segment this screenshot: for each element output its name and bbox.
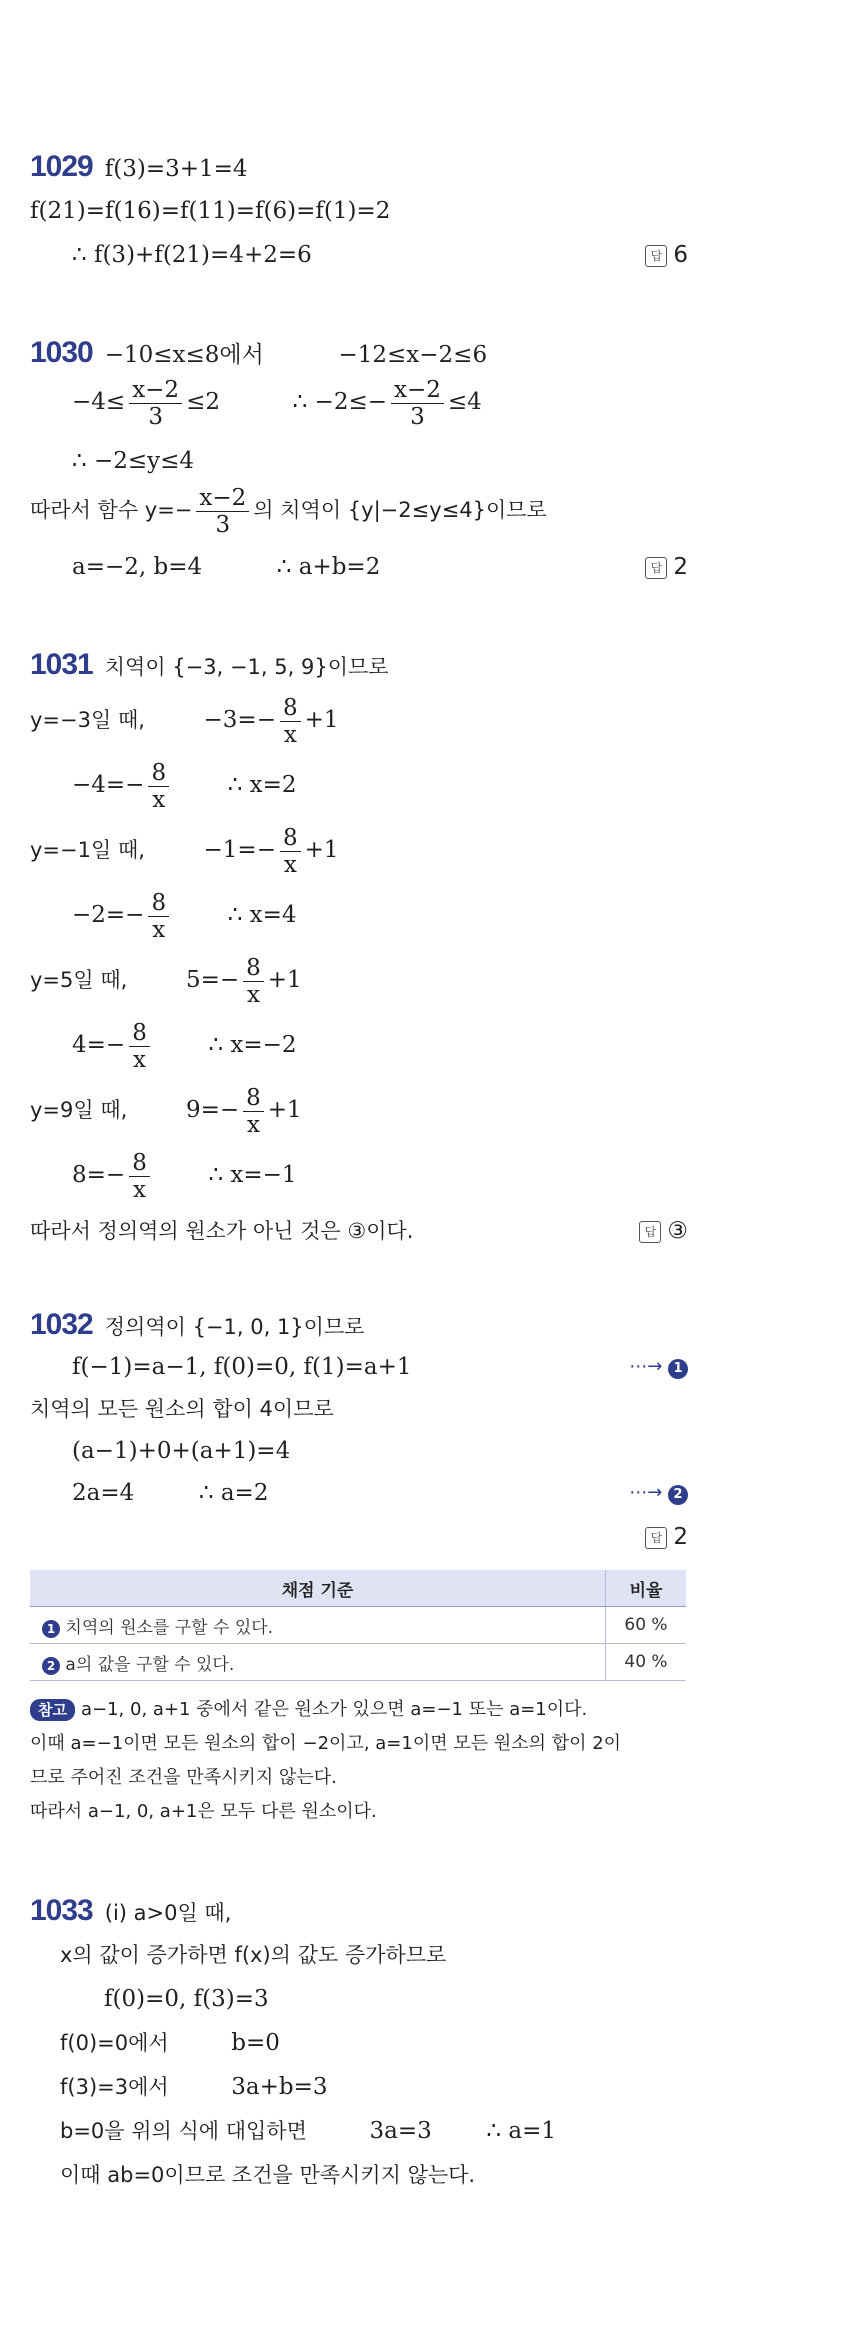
problem-number: 1030 bbox=[30, 336, 93, 369]
problem-number: 1033 bbox=[30, 1894, 93, 1927]
table-header: 비율 bbox=[606, 1570, 687, 1607]
fraction: $\frac{8}{x}$ bbox=[280, 695, 301, 748]
problem-number: 1031 bbox=[30, 648, 93, 681]
step-1-badge: 1 bbox=[42, 1620, 60, 1638]
fraction: $\frac{8}{x}$ bbox=[148, 760, 169, 813]
line: x의 값이 증가하면 f(x)의 값도 증가하므로 bbox=[60, 1943, 447, 1967]
fraction: $\frac{8}{x}$ bbox=[129, 1020, 150, 1073]
step-2-badge: 2 bbox=[42, 1657, 60, 1675]
fraction: $\frac{8}{x}$ bbox=[280, 825, 301, 878]
fraction: $\frac{x-2}{3}$ bbox=[391, 377, 444, 430]
step-1-badge: 1 bbox=[668, 1359, 688, 1379]
line: (i) a>0일 때, bbox=[104, 1901, 232, 1925]
answer: 답 2 bbox=[645, 552, 688, 582]
answer: 답 6 bbox=[645, 240, 688, 270]
note-line: 므로 주어진 조건을 만족시키지 않는다. bbox=[30, 1767, 337, 1788]
line: −12≤x−2≤6 bbox=[338, 342, 488, 368]
line: 치역이 {−3, −1, 5, 9}이므로 bbox=[104, 655, 389, 679]
fraction: $\frac{8}{x}$ bbox=[243, 1085, 264, 1138]
answer-icon: 답 bbox=[645, 245, 667, 267]
line: ∴ −2≤y≤4 bbox=[72, 448, 195, 474]
note-line: 따라서 a−1, 0, a+1은 모두 다른 원소이다. bbox=[30, 1801, 377, 1822]
answer-icon: 답 bbox=[639, 1221, 661, 1243]
fraction: $\frac{8}{x}$ bbox=[129, 1150, 150, 1203]
fraction: $\frac{x-2}{3}$ bbox=[196, 485, 249, 538]
fraction: $\frac{8}{x}$ bbox=[243, 955, 264, 1008]
step-marker: ⋯→ 2 bbox=[629, 1478, 688, 1508]
line: 치역의 모든 원소의 합이 4이므로 bbox=[30, 1397, 334, 1421]
line: f(−1)=a−1, f(0)=0, f(1)=a+1 bbox=[72, 1354, 412, 1380]
answer: 답 2 bbox=[645, 1522, 688, 1552]
line: f(3)=3+1=4 bbox=[104, 156, 248, 182]
note: 참고 a−1, 0, a+1 중에서 같은 원소가 있으면 a=−1 또는 a=1이다. bbox=[30, 1696, 587, 1724]
line: ∴ f(3)+f(21)=4+2=6 bbox=[72, 242, 312, 268]
line: f(21)=f(16)=f(11)=f(6)=f(1)=2 bbox=[30, 198, 391, 224]
step-2-badge: 2 bbox=[668, 1485, 688, 1505]
table-row: 1 치역의 원소를 구할 수 있다. 60 % bbox=[30, 1607, 686, 1644]
table-header: 채점 기준 bbox=[30, 1570, 606, 1607]
note-badge: 참고 bbox=[30, 1699, 75, 1721]
fraction: $\frac{x-2}{3}$ bbox=[129, 377, 182, 430]
solution-page: 1029 f(3)=3+1=4 f(21)=f(16)=f(11)=f(6)=f(1)=2 ∴ f(3)+f(21)=4+2=6 답 6 1030 −10≤x≤8에서 −12≤x−2≤6 −4≤ $\frac{x-2}{3}$ ≤2 ∴ −2≤− $\frac{x-2}{3}$ ≤4 ∴ −2≤y≤4 따라서 함수 y=− $\frac{x-2}{3}$ 의 치역이 {y|−2≤y≤4}이므로 a=−2, b=4 ∴ a+b=2 답 2 1031 치역이 {−3, −1, 5, 9}이므로 y=−3일 때, −3=− $\frac{8}{x}$ +1 −4=− $\frac{8}{x}$ ∴ x=2 y=−1일 때, −1=− $\frac{8}{x}$ +1 −2=− $\frac{8}{x}$ ∴ x=4 y=5일 때, 5=− $\frac{8}{x}$ +1 4=− $\frac{8}{x}$ ∴ x=−2 y=9일 때, 9=− $\frac{8}{x}$ +1 8=− $\frac{8}{x}$ ∴ x=−1 따라서 정의역의 원소가 아닌 것은 ③이다. 답 ③ 1032 정의역이 {−1, 0, 1}이므로 f(−1)=a−1, f(0)=0, f(1)=a+1 ⋯→ 1 치역의 모든 원소의 합이 4이므로 (a−1)+0+(a+1)=4 2a=4 ∴ a=2 ⋯→ 2 답 2 채점 기준 비율 1 치역의 원소를 구할 수 있다. 60 % 2 a의 값을 구할 수 있다. 40 % 참고 a−1, 0, a+1 중에서 같은 원소가 있으면 a=−1 또는 a=1이다. 이때 a=−1이면 모든 원소의 합이 −2이고, a=1이면 모든 원소의 합이 2이 므로 주어진 조건을 만족시키지 않는다. 따라서 a−1, 0, a+1은 모두 다른 원소이다. 1033 (i) a>0일 때, x의 값이 증가하면 f(x)의 값도 증가하므로 f(0)=0, f(3)=3 f(0)=0에서 b=0 f(3)=3에서 3a+b=3 b=0을 위의 식에 대입하면 3a=3 ∴ a=1 이때 ab=0이므로 조건을 만족시키지 않는다. bbox=[30, 150, 688, 2187]
answer: 답 ③ bbox=[639, 1216, 688, 1246]
answer-icon: 답 bbox=[645, 557, 667, 579]
step-marker: ⋯→ 1 bbox=[629, 1352, 688, 1382]
line: f(0)=0, f(3)=3 bbox=[104, 1986, 269, 2012]
line: 이때 ab=0이므로 조건을 만족시키지 않는다. bbox=[60, 2163, 476, 2187]
line: (a−1)+0+(a+1)=4 bbox=[72, 1438, 291, 1464]
fraction: $\frac{8}{x}$ bbox=[148, 890, 169, 943]
problem-number: 1029 bbox=[30, 150, 93, 183]
line: 따라서 정의역의 원소가 아닌 것은 ③이다. bbox=[30, 1219, 414, 1243]
line: 정의역이 {−1, 0, 1}이므로 bbox=[104, 1315, 365, 1339]
answer-icon: 답 bbox=[645, 1527, 667, 1549]
grading-table bbox=[30, 1570, 686, 1681]
problem-number: 1032 bbox=[30, 1308, 93, 1341]
table-row: 2 a의 값을 구할 수 있다. 40 % bbox=[30, 1644, 686, 1681]
note-line: 이때 a=−1이면 모든 원소의 합이 −2이고, a=1이면 모든 원소의 합이 2이 bbox=[30, 1733, 622, 1754]
line: −10≤x≤8에서 bbox=[104, 342, 264, 368]
